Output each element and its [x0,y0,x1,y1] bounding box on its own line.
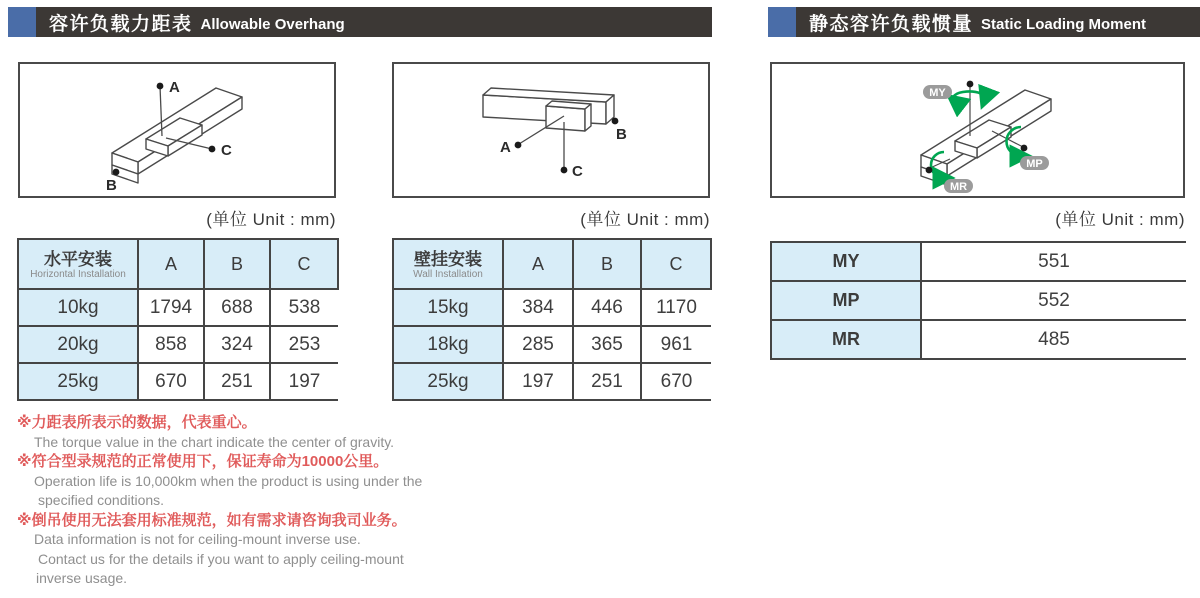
table-row [771,320,1186,359]
footnotes [17,413,497,589]
rotation-arrow-my [953,91,985,101]
col-header-c: C [641,239,711,289]
dot-mr [926,167,933,174]
mount-type-zh: 水平安装 [44,249,112,269]
left-header-title-en: Allowable Overhang [200,15,345,33]
my-badge-label: MY [929,87,946,99]
value-a: 1794 [138,289,204,326]
mount-type-en: Wall Installation [413,268,483,280]
dot-a [157,83,164,90]
load-cell: 25kg [393,363,503,400]
note-en-line: Data information is not for ceiling-mount inverse use. [34,531,361,547]
unit-label: (单位 Unit : mm) [1055,210,1185,229]
value-b: 446 [573,289,641,326]
mr-badge-label: MR [949,181,968,193]
note-zh-line: ※倒吊使用无法套用标准规范，如有需求请咨询我司业务。 [17,511,407,529]
note-zh-line: ※符合型录规范的正常使用下，保证寿命为10000公里。 [17,453,389,470]
moment-value: 552 [921,281,1186,320]
load-cell: 10kg [18,289,138,326]
rail-body [112,88,242,183]
mount-type-zh: 壁挂安装 [414,249,482,269]
dot-my [967,81,974,88]
dot-b [612,118,619,125]
col-header-mount-type [18,239,138,289]
load-cell: 18kg [393,326,503,363]
col-header-a: A [503,239,573,289]
value-c: 538 [270,289,338,326]
mp-badge-label: MP [1026,158,1043,170]
mount-type-en: Horizontal Installation [30,268,126,280]
right-header-title-zh: 静态容许负载惯量 [809,13,974,35]
load-cell: 25kg [18,363,138,400]
col-header-b: B [204,239,270,289]
value-a: 197 [503,363,573,400]
value-c: 961 [641,326,711,363]
static-loading-moment-header [768,7,1200,37]
wall-installation-drawing [394,64,708,196]
value-c: 253 [270,326,338,363]
dimension-b-label: B [616,126,627,143]
table-header-row [393,239,711,289]
header-accent-square [768,7,796,37]
allowable-overhang-header [8,7,712,37]
dot-mp [1021,145,1028,152]
col-header-a: A [138,239,204,289]
note-en-line: The torque value in the chart indicate the center of gravity. [34,433,395,450]
dimension-b-label: B [106,177,117,194]
rail-body [483,88,614,131]
right-header-title-en: Static Loading Moment [981,15,1147,33]
note-en-line: Contact us for the details if you want to apply ceiling-mount [38,550,404,567]
dot-b [113,169,120,176]
moment-value: 551 [921,242,1186,281]
value-a: 285 [503,326,573,363]
col-header-b: B [573,239,641,289]
horizontal-installation-drawing [20,64,334,196]
wall-installation-diagram [392,62,710,198]
value-b: 251 [204,363,270,400]
value-b: 324 [204,326,270,363]
value-a: 384 [503,289,573,326]
value-c: 1170 [641,289,711,326]
dimension-c-label: C [221,142,232,159]
static-moment-diagram [770,62,1185,198]
table-row [18,363,338,400]
table-row [393,326,711,363]
header-accent-square [8,7,36,37]
table-row [393,363,711,400]
load-cell: 15kg [393,289,503,326]
dimension-a-label: A [500,139,511,156]
value-c: 670 [641,363,711,400]
table-row [771,242,1186,281]
load-cell: 20kg [18,326,138,363]
note-en-line: Operation life is 10,000km when the product is using under the [34,472,423,489]
rail-body [921,90,1051,185]
static-moment-drawing [772,64,1183,196]
col-header-c: C [270,239,338,289]
dot-c [209,146,216,153]
wall-installation-table [392,238,712,401]
moment-name: MP [771,281,921,320]
value-b: 365 [573,326,641,363]
moment-name: MR [771,320,921,359]
value-c: 197 [270,363,338,400]
value-b: 688 [204,289,270,326]
dimension-a-label: A [169,79,180,96]
value-b: 251 [573,363,641,400]
dot-c [561,167,568,174]
value-a: 858 [138,326,204,363]
static-moment-table [770,241,1186,360]
dimension-c-label: C [572,163,583,180]
table-row [771,281,1186,320]
col-header-mount-type [393,239,503,289]
horizontal-installation-table [17,238,339,401]
moment-value: 485 [921,320,1186,359]
table-row [18,326,338,363]
note-zh-line: ※力距表所表示的数据，代表重心。 [17,414,257,431]
left-header-title-zh: 容许负载力距表 [49,13,193,35]
table-row [393,289,711,326]
table-header-row [18,239,338,289]
value-a: 670 [138,363,204,400]
horizontal-installation-diagram [18,62,336,198]
unit-label: (单位 Unit : mm) [580,210,710,229]
dot-a [515,142,522,149]
note-en-line: inverse usage. [36,570,128,586]
moment-name: MY [771,242,921,281]
table-row [18,289,338,326]
unit-label: (单位 Unit : mm) [206,210,336,229]
note-en-line: specified conditions. [38,492,165,508]
